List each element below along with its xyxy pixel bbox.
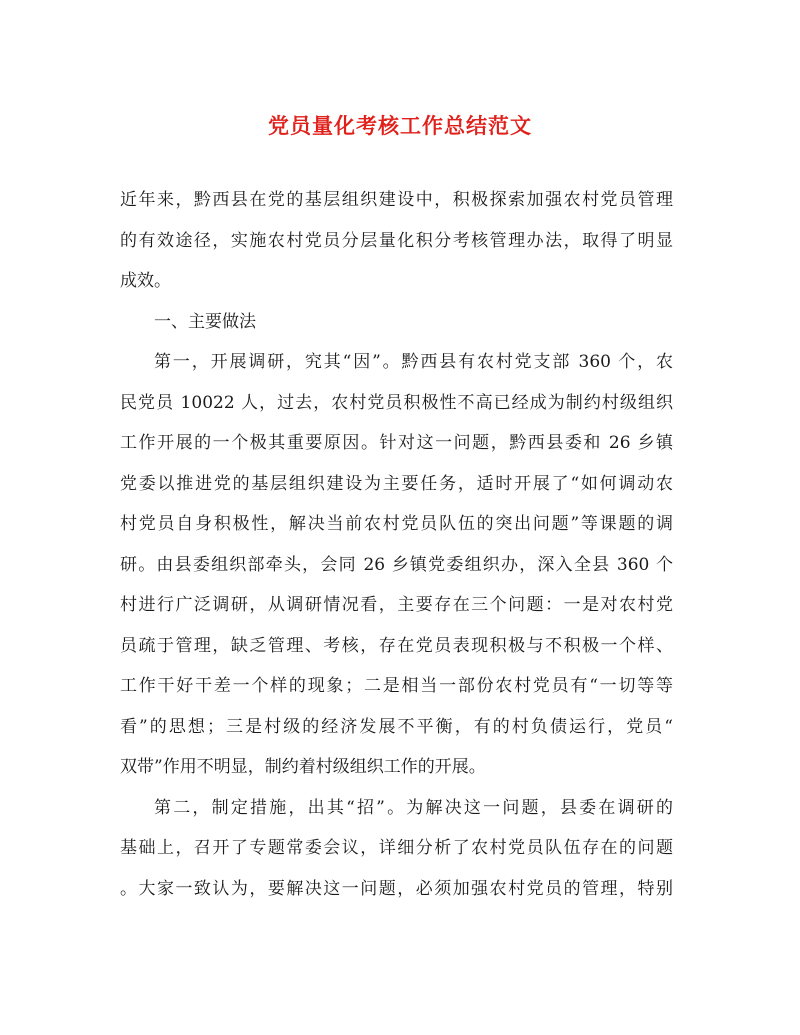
text-line: 的有效途径，实施农村党员分层量化积分考核管理办法，取得了明显 (120, 230, 673, 251)
text-line: 第二，制定措施，出其“招”。为解决这一问题，县委在调研的 (154, 797, 673, 818)
text-line: 工作开展的一个极其重要原因。针对这一问题，黔西县委和 26 乡镇 (120, 433, 673, 453)
text-line: 近年来，黔西县在党的基层组织建设中，积极探索加强农村党员管理 (120, 190, 673, 210)
document-body (120, 180, 673, 909)
text-line: 双带”作用不明显，制约着村级组织工作的开展。 (120, 757, 486, 777)
text-line: 村进行广泛调研，从调研情况看，主要存在三个问题：一是对农村党 (120, 595, 673, 615)
text-line: 第一，开展调研，究其“因”。黔西县有农村党支部 360 个，农 (154, 352, 673, 372)
text-line: 基础上，召开了专题常委会议，详细分析了农村党员队伍存在的问题 (120, 838, 673, 858)
text-line: 成效。 (120, 271, 171, 291)
text-line: 看”的思想；三是村级的经济发展不平衡，有的村负债运行，党员“ (120, 716, 673, 737)
text-line: 研。由县委组织部牵头，会同 26 乡镇党委组织办，深入全县 360 个 (120, 554, 673, 575)
text-line: 村党员自身积极性，解决当前农村党员队伍的突出问题”等课题的调 (120, 514, 673, 534)
text-line: 民党员 10022 人，过去，农村党员积极性不高已经成为制约村级组织 (120, 392, 673, 413)
text-line: 员疏于管理，缺乏管理、考核，存在党员表现积极与不积极一个样、 (120, 635, 673, 656)
text-line: 党委以推进党的基层组织建设为主要任务，适时开展了“如何调动农 (120, 473, 673, 494)
section-heading: 一、主要做法 (154, 311, 256, 332)
text-line: 工作干好干差一个样的现象；二是相当一部份农村党员有“一切等等 (120, 676, 673, 696)
document-title: 党员量化考核工作总结范文 (268, 113, 532, 138)
text-line: 。大家一致认为，要解决这一问题，必须加强农村党员的管理，特别 (120, 878, 673, 899)
